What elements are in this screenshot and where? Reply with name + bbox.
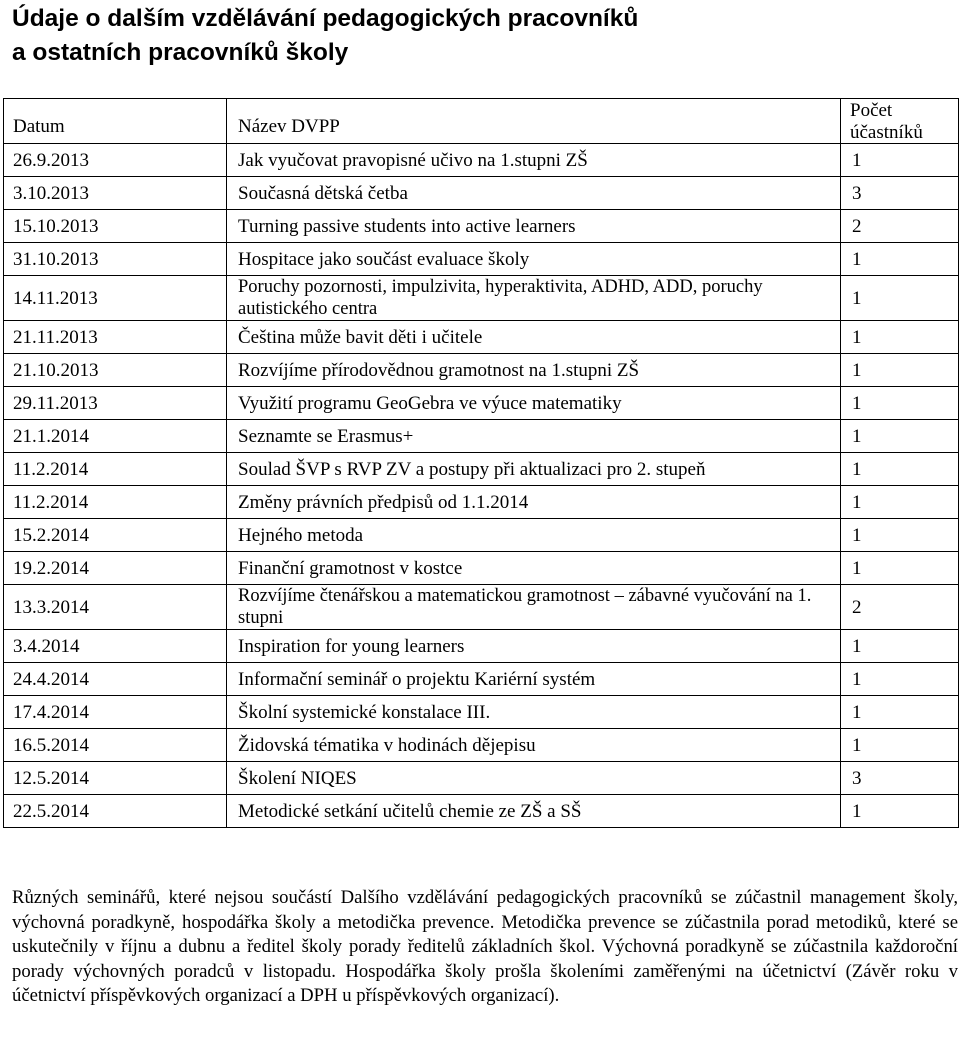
row-name: Změny právních předpisů od 1.1.2014 bbox=[227, 486, 841, 519]
table-row bbox=[4, 177, 959, 210]
row-count: 1 bbox=[841, 696, 959, 729]
row-date: 3.4.2014 bbox=[4, 630, 227, 663]
row-date: 12.5.2014 bbox=[4, 762, 227, 795]
row-count: 1 bbox=[841, 420, 959, 453]
page-heading bbox=[12, 2, 912, 70]
table-row bbox=[4, 486, 959, 519]
row-date: 21.10.2013 bbox=[4, 354, 227, 387]
row-date: 26.9.2013 bbox=[4, 144, 227, 177]
table-row bbox=[4, 696, 959, 729]
row-date: 16.5.2014 bbox=[4, 729, 227, 762]
row-date: 31.10.2013 bbox=[4, 243, 227, 276]
table-row bbox=[4, 321, 959, 354]
row-count: 1 bbox=[841, 519, 959, 552]
table-body bbox=[4, 144, 959, 828]
row-date: 3.10.2013 bbox=[4, 177, 227, 210]
row-name: Jak vyučovat pravopisné učivo na 1.stupni ZŠ bbox=[227, 144, 841, 177]
table-row bbox=[4, 210, 959, 243]
row-name: Poruchy pozornosti, impulzivita, hyperaktivita, ADHD, ADD, poruchy autistického centra bbox=[227, 276, 841, 321]
table-row bbox=[4, 762, 959, 795]
row-count: 1 bbox=[841, 630, 959, 663]
row-name: Využití programu GeoGebra ve výuce matematiky bbox=[227, 387, 841, 420]
row-count: 1 bbox=[841, 243, 959, 276]
row-name: Soulad ŠVP s RVP ZV a postupy při aktualizaci pro 2. stupeň bbox=[227, 453, 841, 486]
table-row bbox=[4, 729, 959, 762]
row-count: 1 bbox=[841, 795, 959, 828]
row-date: 21.1.2014 bbox=[4, 420, 227, 453]
table-row bbox=[4, 552, 959, 585]
row-name: Školní systemické konstalace III. bbox=[227, 696, 841, 729]
row-date: 19.2.2014 bbox=[4, 552, 227, 585]
row-date: 11.2.2014 bbox=[4, 486, 227, 519]
training-table bbox=[3, 98, 959, 828]
header-name: Název DVPP bbox=[227, 99, 841, 144]
row-name: Rozvíjíme přírodovědnou gramotnost na 1.stupni ZŠ bbox=[227, 354, 841, 387]
row-count: 2 bbox=[841, 210, 959, 243]
row-date: 13.3.2014 bbox=[4, 585, 227, 630]
row-count: 3 bbox=[841, 762, 959, 795]
table-row bbox=[4, 354, 959, 387]
row-count: 3 bbox=[841, 177, 959, 210]
row-count: 1 bbox=[841, 354, 959, 387]
heading-line-1: Údaje o dalším vzdělávání pedagogických pracovníků bbox=[12, 5, 639, 32]
row-name: Turning passive students into active learners bbox=[227, 210, 841, 243]
row-name: Hejného metoda bbox=[227, 519, 841, 552]
row-name: Židovská tématika v hodinách dějepisu bbox=[227, 729, 841, 762]
row-count: 1 bbox=[841, 387, 959, 420]
header-date: Datum bbox=[4, 99, 227, 144]
row-date: 15.10.2013 bbox=[4, 210, 227, 243]
row-name: Metodické setkání učitelů chemie ze ZŠ a SŠ bbox=[227, 795, 841, 828]
table-row bbox=[4, 585, 959, 630]
row-name: Současná dětská četba bbox=[227, 177, 841, 210]
header-count: Počet účastníků bbox=[841, 99, 959, 144]
row-date: 14.11.2013 bbox=[4, 276, 227, 321]
row-name: Hospitace jako součást evaluace školy bbox=[227, 243, 841, 276]
row-date: 29.11.2013 bbox=[4, 387, 227, 420]
table-row bbox=[4, 663, 959, 696]
summary-paragraph: Různých seminářů, které nejsou součástí Dalšího vzdělávání pedagogických pracovníků se zúčastnil management školy, výchovná poradkyně, hospodářka školy a metodička prevence. Metodička prevence se zúčastnila porad metodiků, které se uskutečnily v říjnu a dubnu a ředitel školy porady ředitelů základních škol. Výchovná poradkyně se zúčastnila každoroční porady výchovných poradců v listopadu. Hospodářka školy prošla školeními zaměřenými na účetnictví (Závěr roku v účetnictví příspěvkových organizací a DPH u příspěvkových organizací). bbox=[12, 887, 958, 1006]
row-date: 24.4.2014 bbox=[4, 663, 227, 696]
table-header-row bbox=[4, 99, 959, 144]
row-name: Rozvíjíme čtenářskou a matematickou gramotnost – zábavné vyučování na 1. stupni bbox=[227, 585, 841, 630]
row-count: 1 bbox=[841, 453, 959, 486]
row-count: 1 bbox=[841, 663, 959, 696]
row-date: 22.5.2014 bbox=[4, 795, 227, 828]
row-date: 15.2.2014 bbox=[4, 519, 227, 552]
table-row bbox=[4, 144, 959, 177]
table-row bbox=[4, 420, 959, 453]
table-row bbox=[4, 795, 959, 828]
row-count: 1 bbox=[841, 276, 959, 321]
row-count: 1 bbox=[841, 486, 959, 519]
heading-line-2: a ostatních pracovníků školy bbox=[12, 39, 349, 66]
table-row bbox=[4, 243, 959, 276]
row-name: Školení NIQES bbox=[227, 762, 841, 795]
row-name: Finanční gramotnost v kostce bbox=[227, 552, 841, 585]
row-count: 2 bbox=[841, 585, 959, 630]
row-name: Inspiration for young learners bbox=[227, 630, 841, 663]
table-row bbox=[4, 630, 959, 663]
table-row bbox=[4, 453, 959, 486]
table-row bbox=[4, 387, 959, 420]
row-date: 11.2.2014 bbox=[4, 453, 227, 486]
row-count: 1 bbox=[841, 144, 959, 177]
row-count: 1 bbox=[841, 729, 959, 762]
row-date: 17.4.2014 bbox=[4, 696, 227, 729]
row-count: 1 bbox=[841, 552, 959, 585]
row-name: Seznamte se Erasmus+ bbox=[227, 420, 841, 453]
row-name: Čeština může bavit děti i učitele bbox=[227, 321, 841, 354]
row-date: 21.11.2013 bbox=[4, 321, 227, 354]
row-count: 1 bbox=[841, 321, 959, 354]
row-name: Informační seminář o projektu Kariérní systém bbox=[227, 663, 841, 696]
table-row bbox=[4, 276, 959, 321]
table-row bbox=[4, 519, 959, 552]
